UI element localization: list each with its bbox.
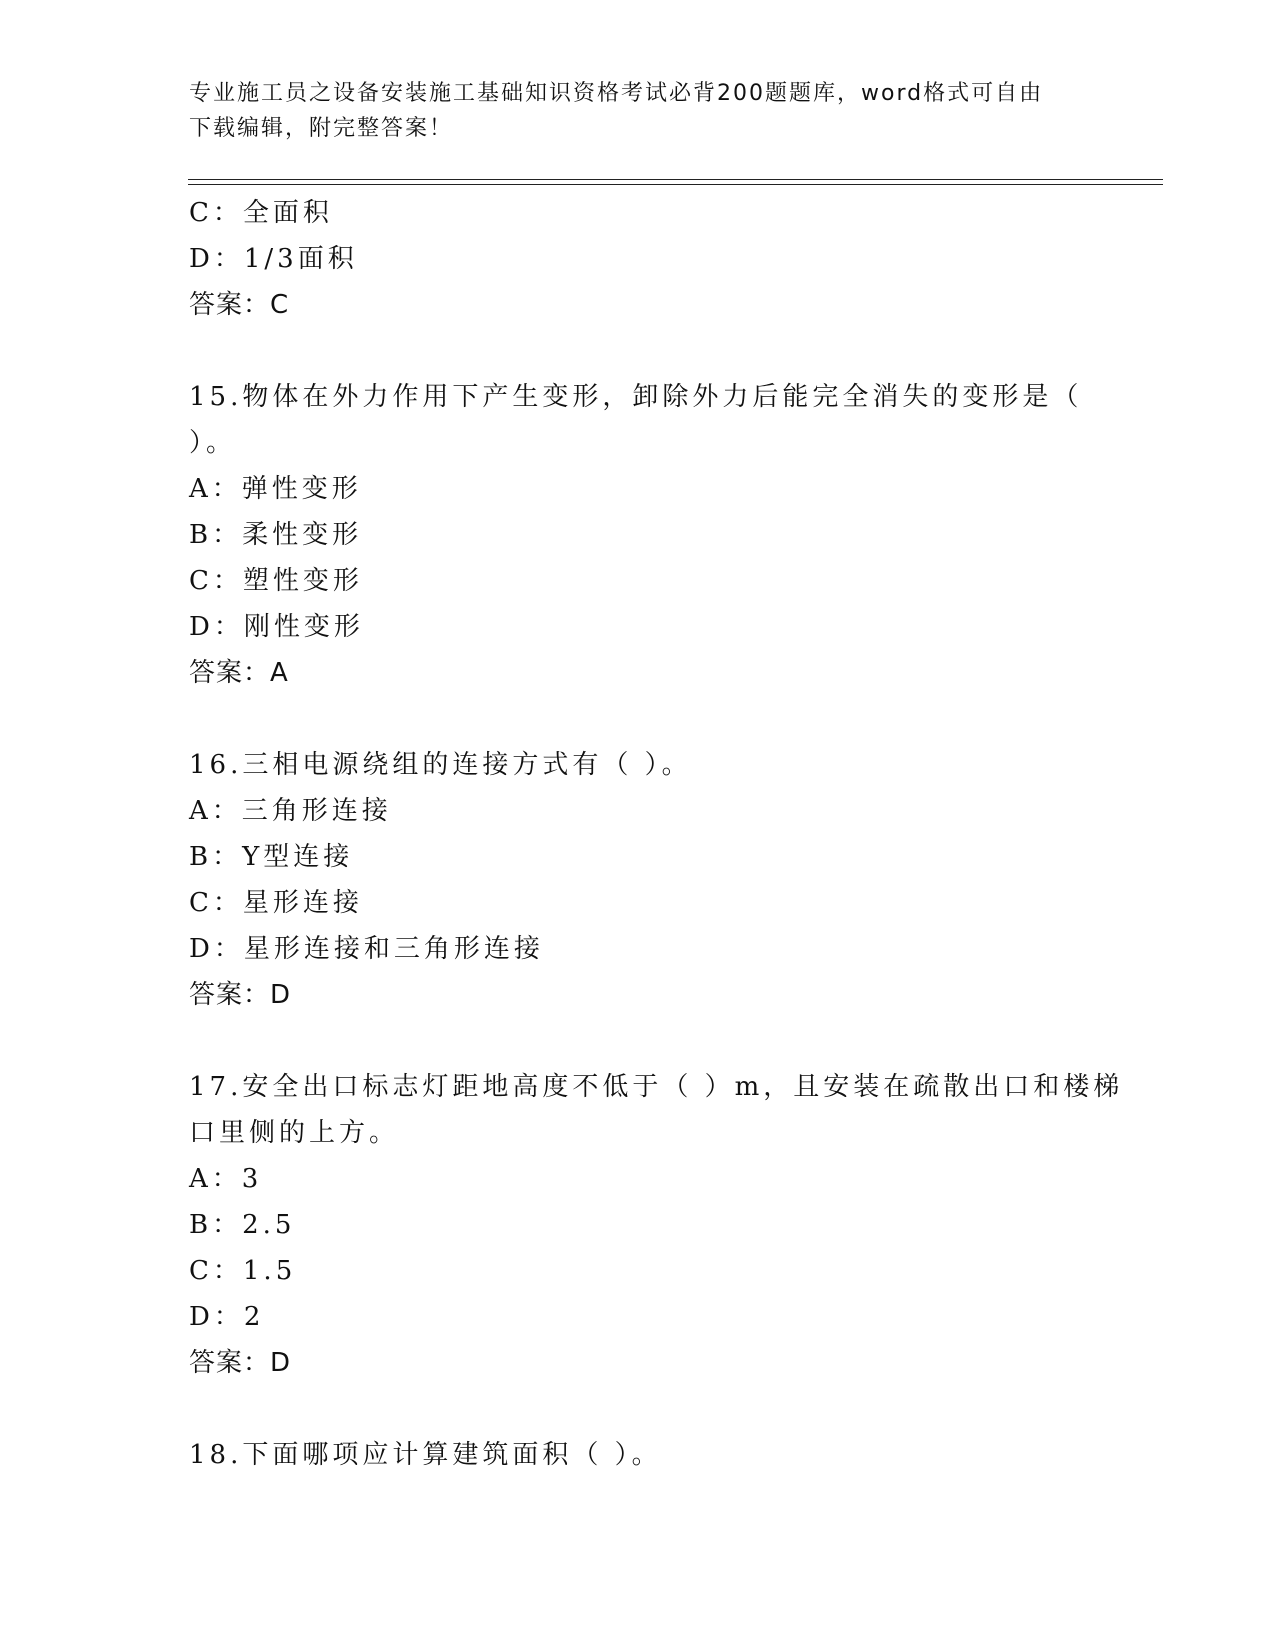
answer-line: 答案：D [189, 980, 292, 1010]
option-b: B：Y型连接 [189, 842, 354, 872]
question-block-15 [189, 374, 1089, 696]
question-stem-line-1: 15.物体在外力作用下产生变形，卸除外力后能完全消失的变形是（ [189, 382, 1083, 412]
header-divider-top [188, 179, 1163, 180]
question-block-16 [189, 742, 1089, 1018]
question-stem-line-1: 18.下面哪项应计算建筑面积（ ）。 [189, 1440, 662, 1470]
question-block-14 [189, 190, 1089, 328]
option-d: D：刚性变形 [189, 612, 364, 642]
question-stem-line-1: 17.安全出口标志灯距地高度不低于（ ）m，且安装在疏散出口和楼梯 [189, 1072, 1124, 1102]
answer-line: 答案：A [189, 658, 289, 688]
spacer [189, 1018, 1089, 1064]
option-d: D：2 [189, 1302, 265, 1332]
header-title-line-2: 下载编辑，附完整答案！ [189, 116, 454, 141]
option-a: A：3 [189, 1164, 263, 1194]
option-b: B：柔性变形 [189, 520, 363, 550]
spacer [189, 696, 1089, 742]
question-stem-line-1: 16.三相电源绕组的连接方式有（ ）。 [189, 750, 692, 780]
spacer [189, 328, 1089, 374]
option-c: C：塑性变形 [189, 566, 363, 596]
option-a: A：弹性变形 [189, 474, 362, 504]
answer-line: 答案：C [189, 290, 290, 320]
question-list [189, 190, 1124, 1478]
option-c: C：1.5 [189, 1256, 297, 1286]
option-d: D：星形连接和三角形连接 [189, 934, 544, 964]
option-a: A：三角形连接 [189, 796, 392, 826]
header-title-line-1: 专业施工员之设备安装施工基础知识资格考试必背200题题库，word格式可自由 [189, 81, 1044, 106]
answer-line: 答案：D [189, 1348, 292, 1378]
option-c: C：全面积 [189, 198, 333, 228]
option-b: B：2.5 [189, 1210, 296, 1240]
option-d: D：1/3面积 [189, 244, 358, 274]
document-header [189, 76, 1089, 146]
option-c: C：星形连接 [189, 888, 363, 918]
spacer [189, 1386, 1089, 1432]
question-stem-line-2: 口里侧的上方。 [189, 1118, 400, 1148]
question-stem-line-2: ）。 [189, 428, 237, 458]
question-block-17 [189, 1064, 1124, 1386]
header-divider-bottom [188, 184, 1163, 185]
question-block-18 [189, 1432, 1089, 1478]
